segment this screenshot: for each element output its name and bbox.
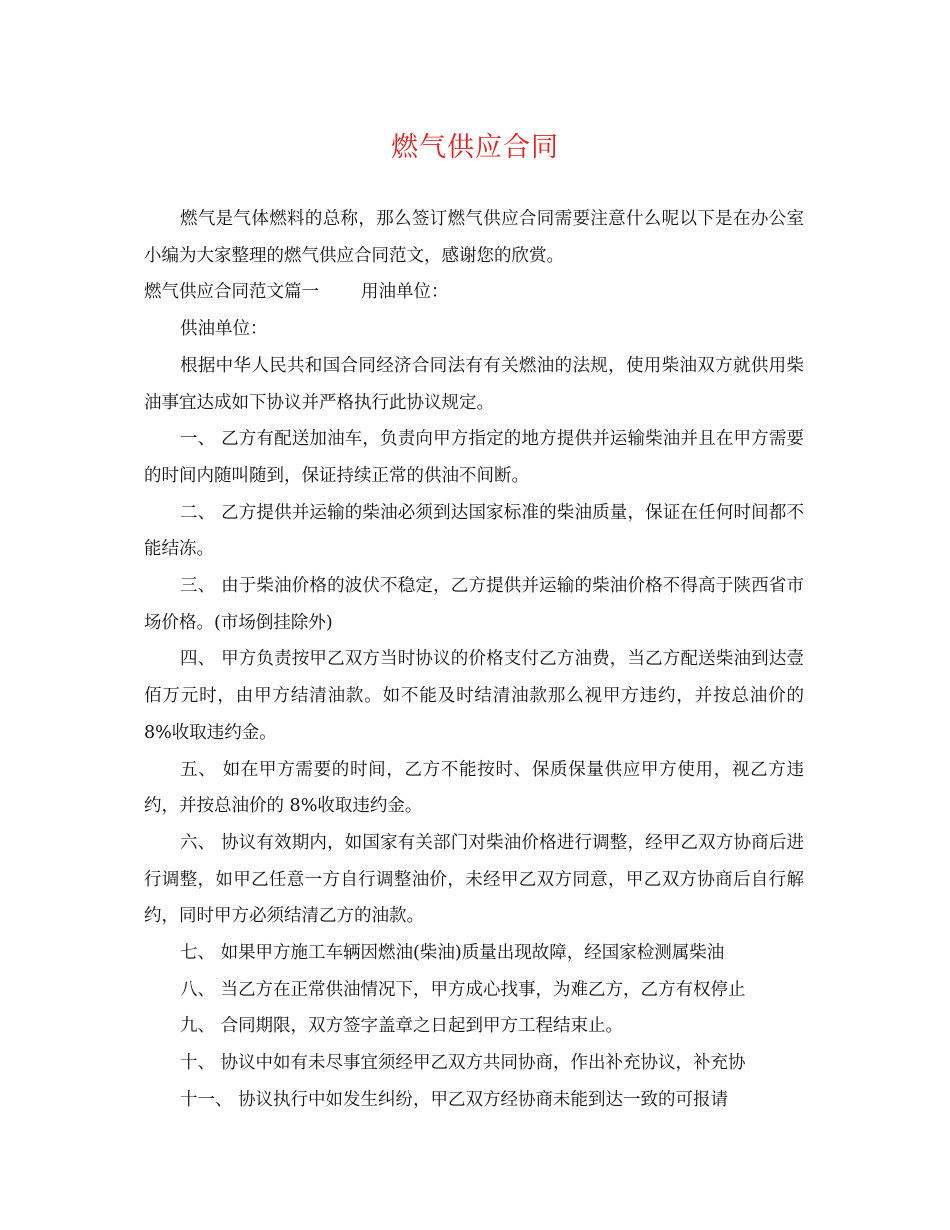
section-heading: 燃气供应合同范文篇一 [144, 282, 319, 303]
clause-9: 九、 合同期限，双方签字盖章之日起到甲方工程结束止。 [180, 1016, 624, 1037]
clause-10: 十、 协议中如有未尽事宜须经甲乙双方共同协商，作出补充协议，补充协 [180, 1053, 746, 1074]
intro-paragraph: 燃气是气体燃料的总称，那么签订燃气供应合同需要注意什么呢以下是在办公室小编为大家整理的燃气供应合同范文，感谢您的欣赏。 [144, 209, 804, 266]
section-heading-line [144, 274, 804, 311]
supplier-label: 供油单位： [180, 319, 268, 340]
clause-3: 三、 由于柴油价格的波伏不稳定，乙方提供并运输的柴油价格不得高于陕西省市场价格。(市场倒挂除外) [144, 576, 804, 633]
clause-4: 四、 甲方负责按甲乙双方当时协议的价格支付乙方油费，当乙方配送柴油到达壹佰万元时，由甲方结清油款。如不能及时结清油款那么视甲方违约，并按总油价的 8%收取违约金。 [144, 649, 804, 743]
clause-8: 八、 当乙方在正常供油情况下，甲方成心找事，为难乙方，乙方有权停止 [180, 979, 746, 1000]
document-body [144, 201, 804, 1119]
clause-6: 六、 协议有效期内，如国家有关部门对柴油价格进行调整，经甲乙双方协商后进行调整，如甲乙任意一方自行调整油价，未经甲乙双方同意，甲乙双方协商后自行解约，同时甲方必须结清乙方的油款。 [144, 832, 804, 927]
clause-1: 一、 乙方有配送加油车，负责向甲方指定的地方提供并运输柴油并且在甲方需要的时间内随叫随到，保证持续正常的供油不间断。 [144, 429, 804, 486]
buyer-label: 用油单位： [361, 282, 449, 303]
clause-2: 二、 乙方提供并运输的柴油必须到达国家标准的柴油质量，保证在任何时间都不能结冻。 [144, 502, 804, 560]
clause-5: 五、 如在甲方需要的时间，乙方不能按时、保质保量供应甲方使用，视乙方违约，并按总油价的 8%收取违约金。 [144, 759, 804, 817]
document-title: 燃气供应合同 [391, 132, 559, 163]
clause-7: 七、 如果甲方施工车辆因燃油(柴油)质量出现故障，经国家检测属柴油 [180, 943, 725, 964]
preamble-paragraph: 根据中华人民共和国合同经济合同法有有关燃油的法规，使用柴油双方就供用柴油事宜达成如下协议并严格执行此协议规定。 [144, 355, 804, 413]
clause-11: 十一、 协议执行中如发生纠纷，甲乙双方经协商未能到达一致的可报请 [180, 1089, 729, 1110]
